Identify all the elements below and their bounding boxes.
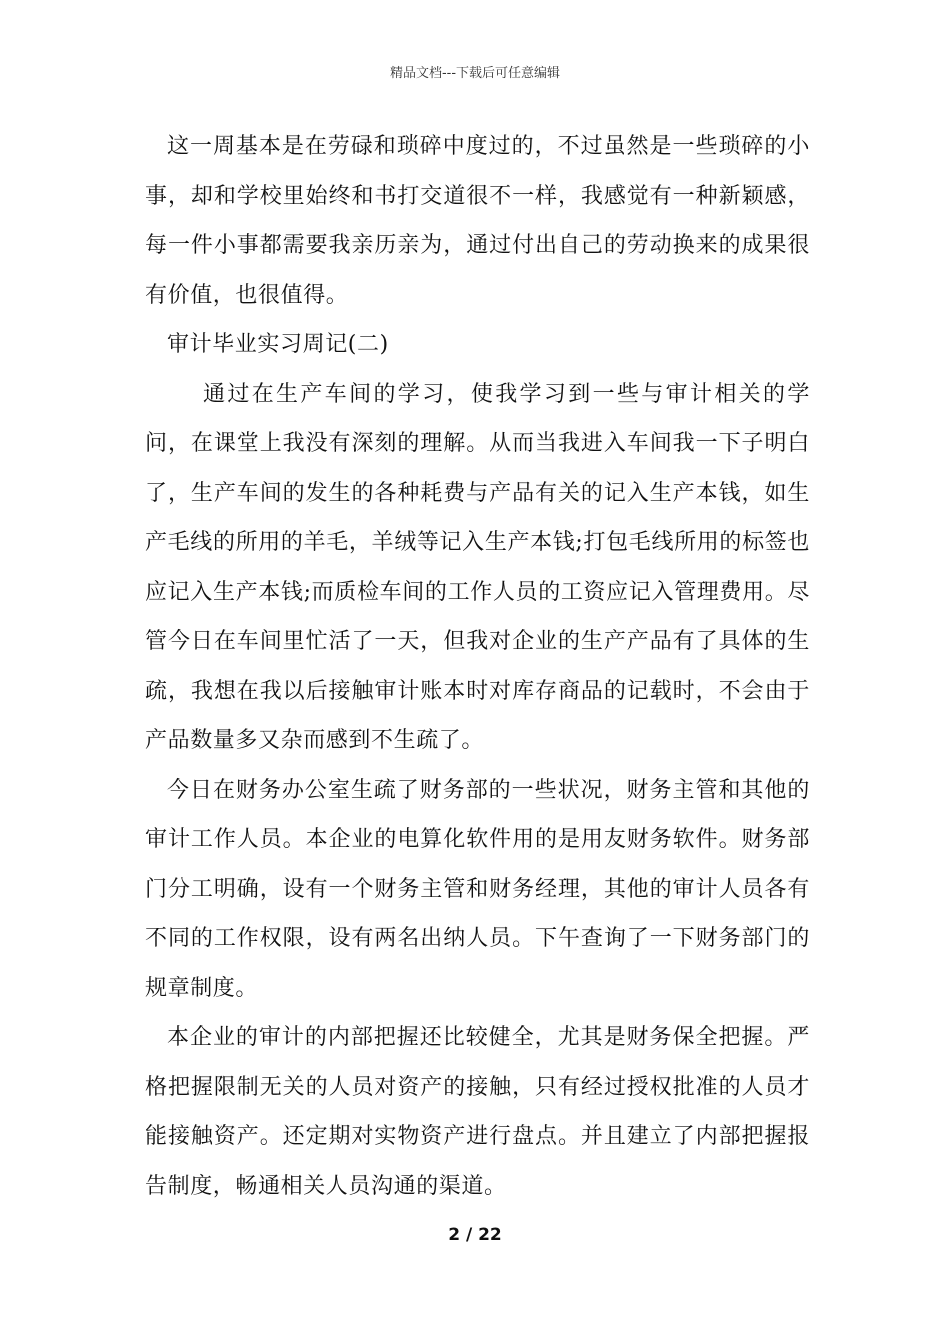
paragraph: 今日在财务办公室生疏了财务部的一些状况，财务主管和其他的审计工作人员。本企业的电算化软件用的是用友财务软件。财务部门分工明确，设有一个财务主管和财务经理，其他的审计人员各有不同的工作权限，设有两名出纳人员。下午查询了一下财务部门的规章制度。	[145, 777, 810, 1001]
page-number: 2 / 22	[448, 1225, 502, 1245]
section-heading: 审计毕业实习周记(二)	[167, 332, 389, 357]
paragraph: 本企业的审计的内部把握还比较健全，尤其是财务保全把握。严格把握限制无关的人员对资产的接触，只有经过授权批准的人员才能接触资产。还定期对实物资产进行盘点。并且建立了内部把握报告制度，畅通相关人员沟通的渠道。	[145, 1025, 810, 1199]
page-header: 精品文档---下载后可任意编辑	[389, 66, 561, 81]
paragraph: 这一周基本是在劳碌和琐碎中度过的，不过虽然是一些琐碎的小事，却和学校里始终和书打交道很不一样，我感觉有一种新颖感，每一件小事都需要我亲历亲为，通过付出自己的劳动换来的成果很有价值，也很值得。	[145, 134, 810, 308]
document-body	[145, 122, 810, 1211]
paragraph: 通过在生产车间的学习，使我学习到一些与审计相关的学问，在课堂上我没有深刻的理解。从而当我进入车间我一下子明白了，生产车间的发生的各种耗费与产品有关的记入生产本钱，如生产毛线的所用的羊毛，羊绒等记入生产本钱;打包毛线所用的标签也应记入生产本钱;而质检车间的工作人员的工资应记入管理费用。尽管今日在车间里忙活了一天，但我对企业的生产产品有了具体的生疏，我想在我以后接触审计账本时对库存商品的记载时，不会由于产品数量多又杂而感到不生疏了。	[145, 381, 810, 753]
